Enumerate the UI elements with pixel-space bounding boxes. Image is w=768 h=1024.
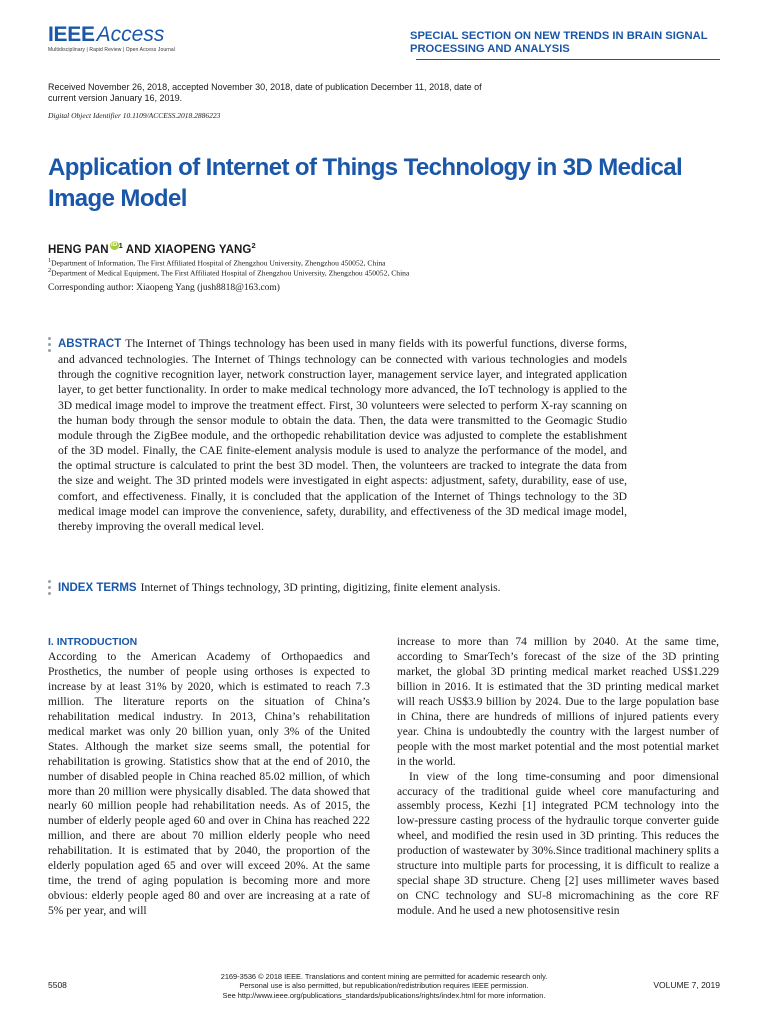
section-heading: I. INTRODUCTION (48, 636, 138, 648)
author-1-sup: 1 (118, 241, 123, 250)
author-2[interactable]: AND XIAOPENG YANG (122, 243, 252, 256)
index-terms-marker-icon (48, 580, 51, 598)
affiliation-1-text: Department of Information, The First Affiliated Hospital of Zhengzhou University, Zhengzhou 450052, China (51, 258, 386, 268)
body-paragraph: increase to more than 74 million by 2040. At the same time, according to SmarTech’s forecast of the size of the 3D printing market, the global 3D printing medical market reached US$1.229 billion in 2016. It is estimated that the 3D printing medical market will reach US$3.9 billion by 2024. Due to the large population base in China, there are hundreds of millions of injured patients every year. China is undoubtedly the country with the largest number of people with the most market potential and the most potential market in the world. (397, 636, 719, 768)
page-number: 5508 (48, 980, 67, 990)
affiliation-2 (48, 266, 409, 278)
affiliation-1-sup: 1 (48, 257, 52, 264)
body-paragraph: According to the American Academy of Orthopaedics and Prosthetics, the number of people using orthoses is expected to increase by at least 31% by 2020, which is estimated to reach 7.3 million. The literature reports on the situation of China’s rehabilitation medical industry. In 2013, China’s rehabilitation medical market was only 20 billion yuan, only 3% of the United States. Although the market size seems small, the potential for rehabilitation is growing. Statistics show that at the end of 2010, the number of disabled people in China reached 85.02 million, of which more than 20 million were physically disabled. The data showed that nearly 60 million people had rehabilitation needs. As of 2015, the number of elderly people aged 60 and over in China has reached 222 million, and there are about 70 million elderly people who need rehabilitation. It is estimated that by 2040, the proportion of the elderly population aged 65 and over will exceed 20%. At the same time, the trend of aging population is becoming more and more obvious: elderly people aged 80 and over are increasing at a rate of 5% per year, and will (48, 650, 370, 918)
abstract-text: The Internet of Things technology has been used in many fields with its powerful functions, diverse forms, and advanced technologies. The Internet of Things technology can be connected with various technologies and models through the cognitive recognition layer, network construction layer, management service layer, and integrated application layer, to get better functionality. In order to make medical technology more advanced, the IoT technology is applied to the 3D medical image model to improve the treatment effect. First, 30 volunteers were selected to perform X-ray scanning on the human body through the sensor module to obtain the data. Then, the data were transmitted to the Geomagic Studio module through the ZigBee module, and the orthopedic rehabilitation device was adjusted to complete the establishment of the 3D model. Finally, the CAE finite-element analysis module is used to analyze the performance of the model, and the optimal structure is calculated to print the best 3D model. Then, the volunteers are tracked to integrate the data from the size and weight. The 3D printed models were investigated in eight aspects: adjustment, safety, durability, ease of use, comfort, and effectiveness. Finally, it is concluded that the application of the Internet of Things technology to the 3D medical image model can improve the convenience, safety, durability, and effectiveness of the 3D medical image model, thereby improving the overall medical level. (58, 337, 627, 533)
affiliation-2-sup: 2 (48, 267, 52, 274)
paper-title: Application of Internet of Things Technology in 3D Medical Image Model (48, 154, 683, 212)
body-paragraph: In view of the long time-consuming and poor dimensional accuracy of the traditional guide wheel core manufacturing and assembly process, Kezhi [1] integrated PCM technology into the low-pressure casting process of the hydraulic torque converter guide wheel, and modified the resin used in 3D printing. This reduces the production of wastewater by 30%.Since traditional machinery splits a structure into multiple parts for processing, it is difficult to realize a special shape 3D structure. Cheng [2] uses millimeter waves based on CNC technology and SU-8 micromachining as the core RF module. And he used a new photosensitive resin (397, 770, 719, 918)
copyright-line: 2169-3536 © 2018 IEEE. Translations and content mining are permitted for academic research only. (220, 972, 548, 981)
index-terms-label: INDEX TERMS (58, 582, 137, 594)
author-2-sup: 2 (251, 241, 256, 250)
right-column (397, 635, 719, 919)
logo-italic: Access (96, 23, 165, 46)
affiliation-2-text: Department of Medical Equipment, The First Affiliated Hospital of Zhengzhou University, Zhengzhou 450052, China (51, 268, 410, 278)
received-dates: Received November 26, 2018, accepted November 30, 2018, date of publication December 11, 2018, date of current version January 16, 2019. (48, 82, 482, 104)
doi-line[interactable]: Digital Object Identifier 10.1109/ACCESS.2018.2886223 (48, 111, 221, 120)
special-section-title: SPECIAL SECTION ON NEW TRENDS IN BRAIN SIGNAL PROCESSING AND ANALYSIS (410, 30, 708, 55)
index-terms-text: Internet of Things technology, 3D printing, digitizing, finite element analysis. (140, 581, 501, 594)
author-line (48, 241, 256, 256)
abstract-label: ABSTRACT (58, 338, 122, 350)
logo-wordmark (48, 24, 175, 45)
logo-tagline: Multidisciplinary | Rapid Review | Open Access Journal (48, 47, 175, 53)
volume-info: VOLUME 7, 2019 (653, 980, 720, 990)
author-1[interactable]: HENG PAN (48, 243, 109, 256)
orcid-icon[interactable]: iD (111, 242, 118, 248)
copyright-link[interactable]: See http://www.ieee.org/publications_standards/publications/rights/index.html for more information. (222, 990, 546, 1000)
abstract (58, 336, 627, 534)
page-header (0, 0, 768, 62)
copyright-notice (170, 972, 598, 1000)
logo-bold: IEEE (48, 23, 95, 46)
corresponding-author[interactable]: Corresponding author: Xiaopeng Yang (jush8818@163.com) (48, 283, 280, 293)
left-column (48, 635, 370, 919)
abstract-marker-icon (48, 337, 51, 355)
header-divider (416, 59, 720, 60)
copyright-line: Personal use is also permitted, but republication/redistribution requires IEEE permission. (239, 981, 529, 991)
index-terms (58, 580, 638, 596)
ieee-access-logo[interactable] (48, 24, 175, 53)
